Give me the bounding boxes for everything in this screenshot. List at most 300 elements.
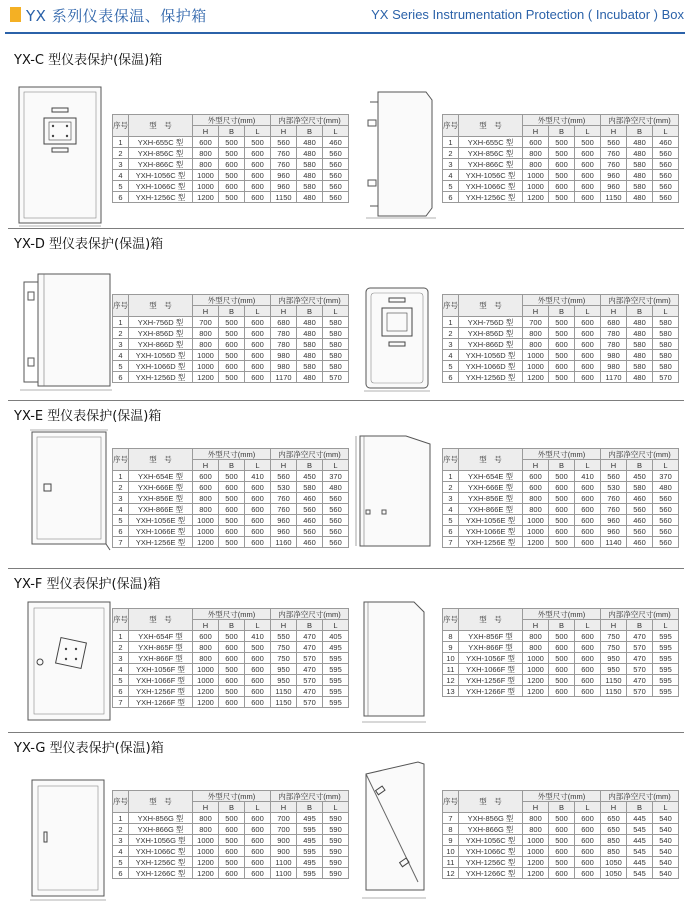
- dimension-cell: 600: [193, 137, 219, 148]
- table-row: [113, 192, 349, 203]
- dimension-cell: 540: [653, 813, 679, 824]
- dimension-cell: 1000: [523, 835, 549, 846]
- header-dim-h: H: [523, 126, 549, 137]
- model-cell: YXH-1256F 型: [129, 686, 193, 697]
- table-header-row: [443, 115, 679, 126]
- dimension-cell: 600: [245, 526, 271, 537]
- model-cell: YXH-1056C 型: [459, 835, 523, 846]
- model-cell: YXH-1056D 型: [459, 350, 523, 361]
- dimension-cell: 410: [245, 631, 271, 642]
- dimension-cell: 500: [219, 137, 245, 148]
- side-view-drawing: [362, 598, 432, 728]
- model-cell: YXH-1066C 型: [459, 181, 523, 192]
- dimension-cell: 960: [271, 526, 297, 537]
- dimension-cell: 600: [523, 482, 549, 493]
- dimension-cell: 460: [653, 137, 679, 148]
- header-dim-l: L: [653, 126, 679, 137]
- dimension-cell: 680: [271, 317, 297, 328]
- table-row: [443, 835, 679, 846]
- spec-table-right: [442, 448, 679, 548]
- model-cell: YXH-1256C 型: [129, 857, 193, 868]
- row-number-cell: 4: [113, 170, 129, 181]
- dimension-cell: 600: [549, 526, 575, 537]
- table-row: [113, 170, 349, 181]
- model-cell: YXH-866E 型: [459, 504, 523, 515]
- dimension-cell: 600: [245, 148, 271, 159]
- dimension-cell: 545: [627, 868, 653, 879]
- model-cell: YXH-1056F 型: [459, 653, 523, 664]
- dimension-cell: 540: [653, 846, 679, 857]
- dimension-cell: 460: [627, 515, 653, 526]
- table-row: [113, 181, 349, 192]
- dimension-cell: 480: [297, 372, 323, 383]
- side-view-drawing: [20, 272, 114, 394]
- dimension-cell: 600: [219, 846, 245, 857]
- dimension-cell: 445: [627, 835, 653, 846]
- header-outer-size: 外型尺寸(mm): [193, 295, 271, 306]
- dimension-cell: 600: [245, 159, 271, 170]
- dimension-cell: 580: [297, 339, 323, 350]
- row-number-cell: 2: [443, 328, 459, 339]
- dimension-cell: 580: [297, 181, 323, 192]
- dimension-cell: 580: [653, 317, 679, 328]
- dimension-cell: 600: [245, 181, 271, 192]
- header-model: 型 号: [129, 609, 193, 631]
- model-cell: YXH-866D 型: [129, 339, 193, 350]
- table-row: [443, 824, 679, 835]
- header-inner-size: 内部净空尺寸(mm): [271, 609, 349, 620]
- dimension-cell: 1200: [193, 192, 219, 203]
- dimension-cell: 600: [219, 504, 245, 515]
- dimension-cell: 700: [271, 813, 297, 824]
- dimension-cell: 500: [549, 813, 575, 824]
- model-cell: YXH-1256D 型: [459, 372, 523, 383]
- header-no: 序号: [113, 791, 129, 813]
- dimension-cell: 1000: [193, 181, 219, 192]
- model-cell: YXH-866C 型: [459, 159, 523, 170]
- section-separator: [8, 732, 684, 733]
- spec-table-left: [112, 608, 349, 708]
- model-cell: YXH-1056D 型: [129, 350, 193, 361]
- model-cell: YXH-856C 型: [129, 148, 193, 159]
- table-row: [113, 350, 349, 361]
- spec-table-left: [112, 294, 349, 383]
- dimension-cell: 600: [575, 170, 601, 181]
- dimension-cell: 600: [575, 686, 601, 697]
- dimension-cell: 600: [549, 824, 575, 835]
- dimension-cell: 590: [323, 868, 349, 879]
- dimension-cell: 800: [193, 653, 219, 664]
- dimension-cell: 500: [549, 148, 575, 159]
- table-row: [443, 471, 679, 482]
- header-dim-h: H: [193, 126, 219, 137]
- model-cell: YXH-756D 型: [459, 317, 523, 328]
- dimension-cell: 595: [653, 675, 679, 686]
- table-row: [443, 148, 679, 159]
- model-cell: YXH-1066D 型: [459, 361, 523, 372]
- table-header-row: [113, 295, 349, 306]
- row-number-cell: 1: [113, 631, 129, 642]
- dimension-cell: 580: [653, 339, 679, 350]
- dimension-cell: 600: [245, 664, 271, 675]
- dimension-cell: 1200: [523, 675, 549, 686]
- dimension-cell: 450: [297, 471, 323, 482]
- header-model: 型 号: [459, 295, 523, 317]
- dimension-cell: 1200: [523, 192, 549, 203]
- dimension-cell: 1150: [601, 192, 627, 203]
- row-number-cell: 5: [443, 181, 459, 192]
- dimension-cell: 560: [323, 192, 349, 203]
- dimension-cell: 600: [575, 159, 601, 170]
- front-view-drawing: [18, 86, 102, 226]
- dimension-cell: 600: [245, 537, 271, 548]
- table-header-row: [113, 609, 349, 620]
- table-row: [113, 328, 349, 339]
- dimension-cell: 980: [601, 361, 627, 372]
- model-cell: YXH-866F 型: [459, 642, 523, 653]
- dimension-cell: 960: [601, 526, 627, 537]
- header-dim-l: L: [245, 126, 271, 137]
- dimension-cell: 405: [323, 631, 349, 642]
- table-row: [443, 482, 679, 493]
- dimension-cell: 560: [323, 159, 349, 170]
- table-row: [113, 493, 349, 504]
- header-dim-h: H: [271, 802, 297, 813]
- section-separator: [8, 228, 684, 229]
- dimension-cell: 800: [193, 328, 219, 339]
- dimension-cell: 580: [297, 159, 323, 170]
- dimension-cell: 800: [523, 339, 549, 350]
- header-dim-b: B: [627, 620, 653, 631]
- table-row: [443, 170, 679, 181]
- header-dim-l: L: [653, 802, 679, 813]
- dimension-cell: 800: [193, 339, 219, 350]
- header-outer-size: 外型尺寸(mm): [523, 449, 601, 460]
- dimension-cell: 500: [549, 537, 575, 548]
- row-number-cell: 4: [113, 664, 129, 675]
- dimension-cell: 600: [575, 824, 601, 835]
- front-view-drawing: [364, 286, 430, 392]
- header-dim-b: B: [549, 802, 575, 813]
- dimension-cell: 800: [193, 159, 219, 170]
- dimension-cell: 1200: [523, 372, 549, 383]
- header-dim-l: L: [575, 460, 601, 471]
- front-view-drawing: [30, 778, 108, 902]
- header-model: 型 号: [459, 609, 523, 631]
- dimension-cell: 600: [219, 642, 245, 653]
- dimension-cell: 760: [271, 159, 297, 170]
- model-cell: YXH-856G 型: [129, 813, 193, 824]
- table-row: [113, 482, 349, 493]
- dimension-cell: 540: [653, 857, 679, 868]
- table-row: [443, 372, 679, 383]
- model-cell: YXH-1056E 型: [459, 515, 523, 526]
- dimension-cell: 470: [297, 631, 323, 642]
- table-row: [443, 664, 679, 675]
- dimension-cell: 1000: [523, 653, 549, 664]
- header-inner-size: 内部净空尺寸(mm): [601, 791, 679, 802]
- dimension-cell: 1000: [193, 846, 219, 857]
- dimension-cell: 1150: [271, 697, 297, 708]
- dimension-cell: 1200: [523, 537, 549, 548]
- dimension-cell: 1140: [601, 537, 627, 548]
- row-number-cell: 2: [113, 328, 129, 339]
- table-row: [113, 515, 349, 526]
- dimension-cell: 600: [549, 868, 575, 879]
- page-header: [0, 0, 690, 34]
- model-cell: YXH-856F 型: [459, 631, 523, 642]
- dimension-cell: 800: [193, 642, 219, 653]
- dimension-cell: 500: [219, 537, 245, 548]
- table-row: [443, 137, 679, 148]
- table-row: [113, 361, 349, 372]
- header-rule: [5, 32, 685, 34]
- table-row: [113, 148, 349, 159]
- dimension-cell: 500: [549, 515, 575, 526]
- dimension-cell: 500: [549, 372, 575, 383]
- model-cell: YXH-866C 型: [129, 159, 193, 170]
- header-dim-l: L: [575, 306, 601, 317]
- dimension-cell: 1200: [523, 868, 549, 879]
- model-cell: YXH-654F 型: [129, 631, 193, 642]
- dimension-cell: 500: [219, 631, 245, 642]
- row-number-cell: 9: [443, 835, 459, 846]
- dimension-cell: 600: [245, 653, 271, 664]
- dimension-cell: 560: [323, 537, 349, 548]
- dimension-cell: 1170: [271, 372, 297, 383]
- header-outer-size: 外型尺寸(mm): [193, 449, 271, 460]
- section-title: YX-F 型仪表保护(保温)箱: [14, 577, 161, 592]
- dimension-cell: 480: [627, 148, 653, 159]
- table-row: [113, 653, 349, 664]
- dimension-cell: 580: [627, 361, 653, 372]
- row-number-cell: 4: [443, 504, 459, 515]
- model-cell: YXH-1066F 型: [459, 664, 523, 675]
- dimension-cell: 600: [549, 846, 575, 857]
- dimension-cell: 600: [575, 653, 601, 664]
- row-number-cell: 5: [443, 515, 459, 526]
- dimension-cell: 1000: [193, 675, 219, 686]
- dimension-cell: 560: [271, 137, 297, 148]
- dimension-cell: 600: [575, 675, 601, 686]
- dimension-cell: 600: [245, 857, 271, 868]
- header-dim-l: L: [245, 620, 271, 631]
- dimension-cell: 500: [219, 515, 245, 526]
- table-row: [113, 526, 349, 537]
- dimension-cell: 560: [653, 170, 679, 181]
- dimension-cell: 500: [219, 192, 245, 203]
- dimension-cell: 480: [627, 137, 653, 148]
- header-model: 型 号: [129, 115, 193, 137]
- dimension-cell: 600: [245, 372, 271, 383]
- header-dim-b: B: [297, 460, 323, 471]
- header-dim-l: L: [323, 306, 349, 317]
- dimension-cell: 600: [219, 653, 245, 664]
- header-no: 序号: [113, 115, 129, 137]
- row-number-cell: 3: [443, 493, 459, 504]
- dimension-cell: 800: [193, 813, 219, 824]
- model-cell: YXH-866G 型: [459, 824, 523, 835]
- dimension-cell: 960: [601, 170, 627, 181]
- dimension-cell: 600: [245, 686, 271, 697]
- dimension-cell: 850: [601, 846, 627, 857]
- dimension-cell: 500: [549, 835, 575, 846]
- dimension-cell: 600: [523, 471, 549, 482]
- dimension-cell: 500: [549, 192, 575, 203]
- dimension-cell: 800: [523, 504, 549, 515]
- dimension-cell: 560: [601, 137, 627, 148]
- front-view-drawing: [30, 428, 110, 552]
- header-dim-l: L: [245, 802, 271, 813]
- dimension-cell: 500: [219, 493, 245, 504]
- dimension-cell: 760: [271, 148, 297, 159]
- section-title: YX-G 型仪表保护(保温)箱: [14, 741, 164, 756]
- spec-table-left: [112, 448, 349, 548]
- section-yx-c: [8, 46, 684, 226]
- dimension-cell: 950: [601, 664, 627, 675]
- table-row: [443, 631, 679, 642]
- dimension-cell: 560: [653, 537, 679, 548]
- header-dim-b: B: [627, 460, 653, 471]
- header-dim-l: L: [575, 620, 601, 631]
- header-dim-b: B: [219, 620, 245, 631]
- row-number-cell: 1: [113, 813, 129, 824]
- dimension-cell: 760: [601, 148, 627, 159]
- dimension-cell: 800: [523, 813, 549, 824]
- row-number-cell: 5: [113, 515, 129, 526]
- page-title-en: YX Series Instrumentation Protection ( Incubator ) Box: [371, 7, 684, 22]
- model-cell: YXH-1056E 型: [129, 515, 193, 526]
- model-cell: YXH-856G 型: [459, 813, 523, 824]
- dimension-cell: 600: [245, 361, 271, 372]
- dimension-cell: 600: [193, 631, 219, 642]
- spec-table-right: [442, 790, 679, 879]
- dimension-cell: 500: [549, 328, 575, 339]
- table-row: [113, 868, 349, 879]
- dimension-cell: 570: [627, 642, 653, 653]
- dimension-cell: 570: [297, 697, 323, 708]
- dimension-cell: 580: [627, 339, 653, 350]
- header-inner-size: 内部净空尺寸(mm): [271, 115, 349, 126]
- table-row: [113, 339, 349, 350]
- dimension-cell: 800: [523, 493, 549, 504]
- dimension-cell: 800: [193, 824, 219, 835]
- dimension-cell: 1200: [193, 372, 219, 383]
- table-row: [113, 846, 349, 857]
- model-cell: YXH-1256F 型: [459, 675, 523, 686]
- header-dim-b: B: [549, 460, 575, 471]
- dimension-cell: 470: [297, 664, 323, 675]
- header-dim-l: L: [653, 306, 679, 317]
- dimension-cell: 600: [575, 537, 601, 548]
- table-row: [113, 537, 349, 548]
- dimension-cell: 560: [323, 504, 349, 515]
- dimension-cell: 600: [575, 664, 601, 675]
- row-number-cell: 6: [443, 192, 459, 203]
- dimension-cell: 600: [245, 170, 271, 181]
- side-view-drawing: [356, 426, 438, 550]
- header-dim-l: L: [575, 802, 601, 813]
- dimension-cell: 500: [245, 642, 271, 653]
- table-row: [443, 675, 679, 686]
- dimension-cell: 495: [297, 813, 323, 824]
- dimension-cell: 600: [245, 515, 271, 526]
- dimension-cell: 545: [627, 824, 653, 835]
- row-number-cell: 6: [113, 686, 129, 697]
- table-row: [443, 339, 679, 350]
- dimension-cell: 600: [575, 835, 601, 846]
- header-outer-size: 外型尺寸(mm): [523, 115, 601, 126]
- row-number-cell: 2: [113, 482, 129, 493]
- table-row: [113, 824, 349, 835]
- spec-table-right: [442, 608, 679, 697]
- model-cell: YXH-1056G 型: [129, 835, 193, 846]
- dimension-cell: 650: [601, 813, 627, 824]
- dimension-cell: 370: [323, 471, 349, 482]
- table-row: [113, 686, 349, 697]
- table-row: [113, 835, 349, 846]
- dimension-cell: 1000: [193, 526, 219, 537]
- dimension-cell: 500: [219, 835, 245, 846]
- dimension-cell: 760: [271, 493, 297, 504]
- table-row: [443, 181, 679, 192]
- dimension-cell: 600: [575, 350, 601, 361]
- header-no: 序号: [443, 609, 459, 631]
- dimension-cell: 600: [575, 482, 601, 493]
- section-yx-f: [8, 570, 684, 730]
- dimension-cell: 590: [323, 835, 349, 846]
- row-number-cell: 5: [113, 675, 129, 686]
- dimension-cell: 445: [627, 813, 653, 824]
- table-header-row: [443, 791, 679, 802]
- dimension-cell: 960: [271, 515, 297, 526]
- model-cell: YXH-1066C 型: [129, 846, 193, 857]
- header-no: 序号: [443, 791, 459, 813]
- header-dim-h: H: [601, 620, 627, 631]
- header-dim-h: H: [193, 306, 219, 317]
- header-dim-h: H: [193, 802, 219, 813]
- spec-table-left: [112, 114, 349, 203]
- row-number-cell: 7: [113, 697, 129, 708]
- dimension-cell: 580: [653, 328, 679, 339]
- dimension-cell: 600: [245, 813, 271, 824]
- model-cell: YXH-865F 型: [129, 642, 193, 653]
- dimension-cell: 680: [601, 317, 627, 328]
- dimension-cell: 1000: [523, 664, 549, 675]
- header-dim-h: H: [271, 126, 297, 137]
- dimension-cell: 590: [323, 813, 349, 824]
- dimension-cell: 595: [653, 642, 679, 653]
- dimension-cell: 600: [575, 526, 601, 537]
- dimension-cell: 600: [575, 148, 601, 159]
- dimension-cell: 1000: [523, 361, 549, 372]
- header-dim-b: B: [297, 802, 323, 813]
- dimension-cell: 980: [601, 350, 627, 361]
- dimension-cell: 500: [219, 471, 245, 482]
- dimension-cell: 600: [219, 824, 245, 835]
- dimension-cell: 470: [297, 686, 323, 697]
- dimension-cell: 595: [323, 675, 349, 686]
- model-cell: YXH-1066F 型: [129, 675, 193, 686]
- dimension-cell: 580: [627, 181, 653, 192]
- dimension-cell: 500: [219, 317, 245, 328]
- dimension-cell: 600: [245, 350, 271, 361]
- table-row: [113, 372, 349, 383]
- dimension-cell: 460: [323, 137, 349, 148]
- dimension-cell: 600: [245, 317, 271, 328]
- dimension-cell: 495: [323, 642, 349, 653]
- table-row: [443, 350, 679, 361]
